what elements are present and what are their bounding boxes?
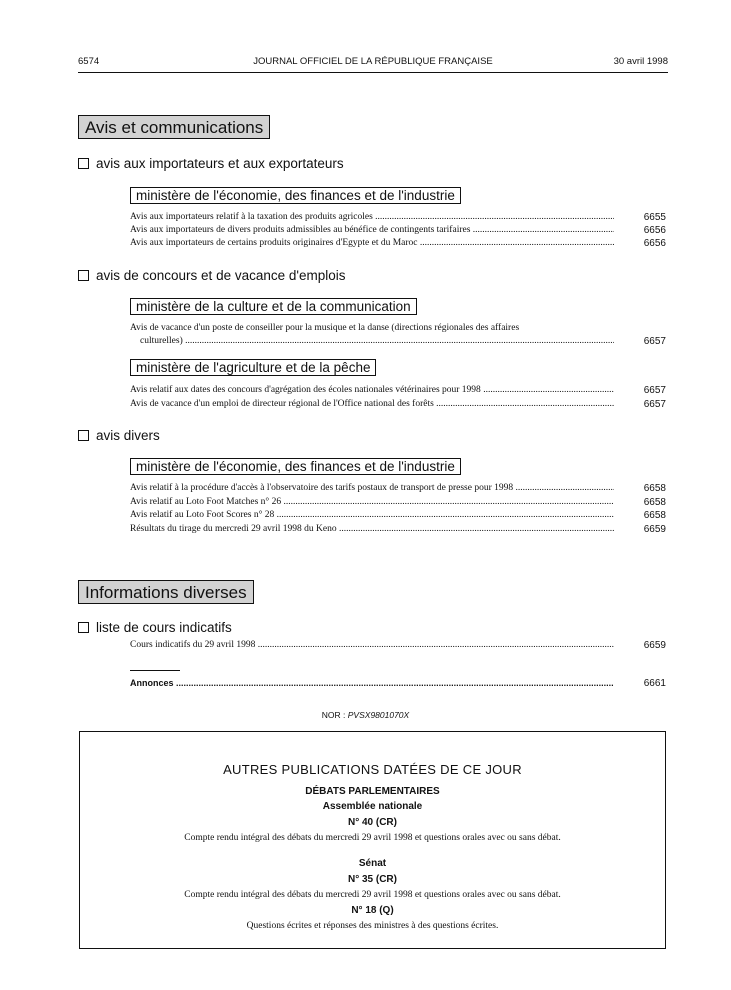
entry-page: 6657 [643, 399, 666, 410]
assemblee-number: N° 40 (CR) [347, 817, 397, 828]
entry-text: Avis de vacance d'un poste de conseiller pour la musique et la danse (directions régionales des affaires [130, 323, 520, 333]
nor-reference [0, 710, 731, 720]
category-divers [78, 428, 160, 443]
ministry-box-agriculture: ministère de l'agriculture et de la pêche [130, 359, 376, 376]
running-header [78, 56, 668, 70]
category-title: avis de concours et de vacance d'emplois [96, 268, 346, 283]
senat-questions-description: Questions écrites et réponses des ministres à des questions écrites. [246, 921, 499, 931]
entry-text-continued: culturelles) ..... [140, 335, 614, 348]
publications-title: AUTRES PUBLICATIONS DATÉES DE CE JOUR [223, 762, 522, 777]
section-banner-informations: Informations diverses [78, 580, 254, 604]
entry-text: Cours indicatifs du 29 avril 1998 ..... [130, 639, 614, 652]
entry-text: Avis relatif au Loto Foot Matches n° 26 ..... [130, 496, 614, 509]
entry-page: 6659 [643, 524, 666, 535]
toc-entry[interactable] [130, 322, 666, 348]
publications-subtitle: DÉBATS PARLEMENTAIRES [305, 786, 440, 797]
ministry-box-culture: ministère de la culture et de la communication [130, 298, 417, 315]
entry-text: Avis aux importateurs de divers produits admissibles au bénéfice de contingents tarifaires ..... [130, 224, 614, 237]
entry-page: 6656 [643, 225, 666, 236]
entry-page: 6658 [643, 483, 666, 494]
entry-text: Avis aux importateurs relatif à la taxation des produits agricoles ..... [130, 211, 614, 224]
ministry-box-economie: ministère de l'économie, des finances et de l'industrie [130, 458, 461, 475]
separator-rule [130, 670, 180, 671]
entry-text: Avis relatif à la procédure d'accès à l'observatoire des tarifs postaux de transport de presse pour 1998 ..... [130, 482, 614, 495]
entry-text: Avis relatif aux dates des concours d'agrégation des écoles nationales vétérinaires pour 1998 ..... [130, 384, 614, 397]
journal-title: JOURNAL OFFICIEL DE LA RÉPUBLIQUE FRANÇAISE [253, 56, 493, 67]
category-cours [78, 620, 232, 635]
category-concours [78, 268, 345, 283]
category-title: avis divers [96, 428, 160, 443]
senat-number: N° 35 (CR) [347, 874, 397, 885]
section-banner-avis: Avis et communications [78, 115, 270, 139]
assemblee-name: Assemblée nationale [322, 801, 423, 812]
ministry-box-economie: ministère de l'économie, des finances et de l'industrie [130, 187, 461, 204]
senat-name: Sénat [358, 858, 387, 869]
entry-text: Avis relatif au Loto Foot Scores n° 28 ..... [130, 509, 614, 522]
entry-text: Annonces ..... [130, 677, 614, 690]
entry-page: 6655 [643, 212, 666, 223]
header-rule [78, 72, 668, 73]
senat-questions-number: N° 18 (Q) [351, 905, 394, 916]
checkbox-bullet-icon [78, 270, 89, 281]
assemblee-description: Compte rendu intégral des débats du mercredi 29 avril 1998 et questions orales avec ou sans débat. [184, 833, 561, 843]
entry-page: 6659 [643, 640, 666, 651]
nor-label: NOR : [321, 710, 346, 720]
entry-page: 6661 [643, 678, 666, 689]
checkbox-bullet-icon [78, 622, 89, 633]
checkbox-bullet-icon [78, 430, 89, 441]
entry-page: 6657 [643, 385, 666, 396]
issue-date: 30 avril 1998 [613, 56, 668, 67]
category-title: avis aux importateurs et aux exportateurs [96, 156, 344, 171]
page-number: 6574 [78, 56, 100, 67]
checkbox-bullet-icon [78, 158, 89, 169]
nor-value: PVSX9801070X [347, 710, 410, 720]
entry-page: 6658 [643, 510, 666, 521]
category-title: liste de cours indicatifs [96, 620, 232, 635]
category-importateurs [78, 156, 344, 171]
entry-text: Résultats du tirage du mercredi 29 avril 1998 du Keno ..... [130, 523, 614, 536]
entry-text: Avis aux importateurs de certains produits originaires d'Egypte et du Maroc ..... [130, 237, 614, 250]
entry-page: 6656 [643, 238, 666, 249]
entry-text: Avis de vacance d'un emploi de directeur régional de l'Office national des forêts ..... [130, 398, 614, 411]
other-publications-box [79, 731, 666, 949]
senat-description: Compte rendu intégral des débats du mercredi 29 avril 1998 et questions orales avec ou sans débat. [184, 890, 561, 900]
entry-page: 6658 [643, 497, 666, 508]
entry-page: 6657 [643, 336, 666, 347]
